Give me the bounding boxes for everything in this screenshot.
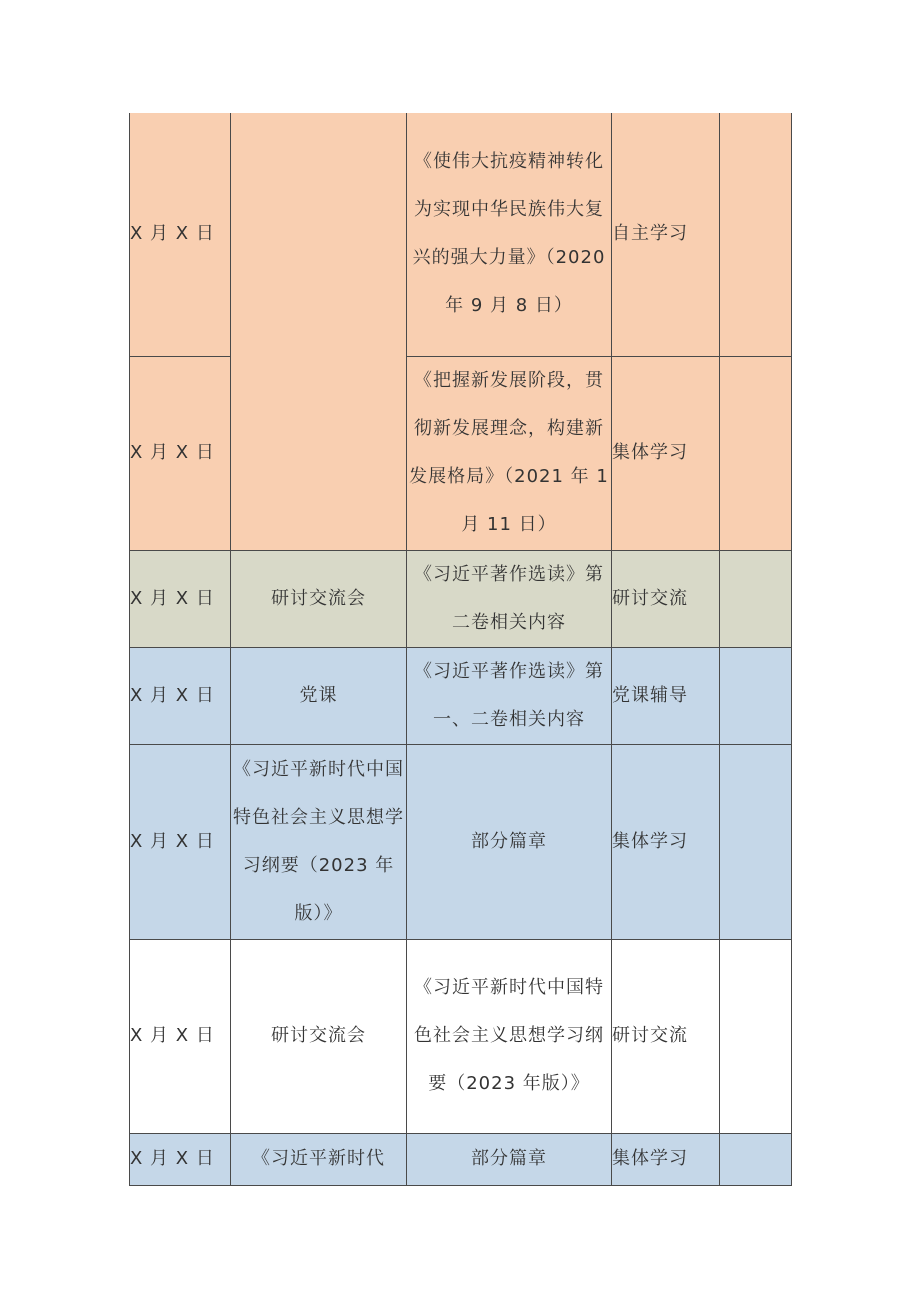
- content-cell: [407, 550, 612, 647]
- table-row: [130, 550, 792, 647]
- study-form-cell: 集体学习: [612, 1133, 720, 1185]
- study-form-cell: 研讨交流: [612, 939, 720, 1133]
- study-form-cell: 党课辅导: [612, 647, 720, 744]
- content-text: 《习近平著作选读》第二卷相关内容: [414, 563, 604, 633]
- content-cell: 部分篇章: [407, 744, 612, 939]
- date-cell: X 月 X 日: [130, 647, 231, 744]
- content-cell: [407, 647, 612, 744]
- note-cell: [720, 744, 792, 939]
- topic-cell: 党课: [231, 647, 407, 744]
- content-cell: [407, 113, 612, 356]
- content-cell: [407, 356, 612, 550]
- content-text: 《把握新发展阶段，贯彻新发展理念，构建新发展格局》（2021 年 1 月 11 日）: [409, 370, 609, 535]
- topic-cell: 研讨交流会: [231, 550, 407, 647]
- study-form-cell: 自主学习: [612, 113, 720, 356]
- table-row: [130, 647, 792, 744]
- content-cell: [407, 939, 612, 1133]
- date-cell: X 月 X 日: [130, 744, 231, 939]
- note-cell: [720, 1133, 792, 1185]
- note-cell: [720, 550, 792, 647]
- table-row: [130, 744, 792, 939]
- note-cell: [720, 113, 792, 356]
- study-form-cell: 集体学习: [612, 744, 720, 939]
- content-text: 《使伟大抗疫精神转化为实现中华民族伟大复兴的强大力量》（2020 年 9 月 8 日）: [412, 151, 606, 317]
- date-cell: X 月 X 日: [130, 356, 231, 550]
- date-cell: X 月 X 日: [130, 1133, 231, 1185]
- study-form-cell: 研讨交流: [612, 550, 720, 647]
- topic-cell-merged: [231, 113, 407, 550]
- note-cell: [720, 356, 792, 550]
- study-schedule-table: [129, 113, 792, 1186]
- note-cell: [720, 647, 792, 744]
- topic-text: 《习近平新时代中国特色社会主义思想学习纲要（2023 年版）》: [233, 758, 404, 924]
- topic-cell: [231, 744, 407, 939]
- topic-cell: 《习近平新时代: [231, 1133, 407, 1185]
- date-cell: X 月 X 日: [130, 550, 231, 647]
- table-row: [130, 1133, 792, 1185]
- table-row: [130, 939, 792, 1133]
- content-text: 《习近平著作选读》第一、二卷相关内容: [414, 660, 604, 730]
- date-cell: X 月 X 日: [130, 113, 231, 356]
- table-row: [130, 356, 792, 550]
- study-form-cell: 集体学习: [612, 356, 720, 550]
- table-row: [130, 113, 792, 356]
- date-cell: X 月 X 日: [130, 939, 231, 1133]
- topic-cell: 研讨交流会: [231, 939, 407, 1133]
- content-text: 《习近平新时代中国特色社会主义思想学习纲要（2023 年版）》: [414, 977, 604, 1094]
- content-cell: 部分篇章: [407, 1133, 612, 1185]
- note-cell: [720, 939, 792, 1133]
